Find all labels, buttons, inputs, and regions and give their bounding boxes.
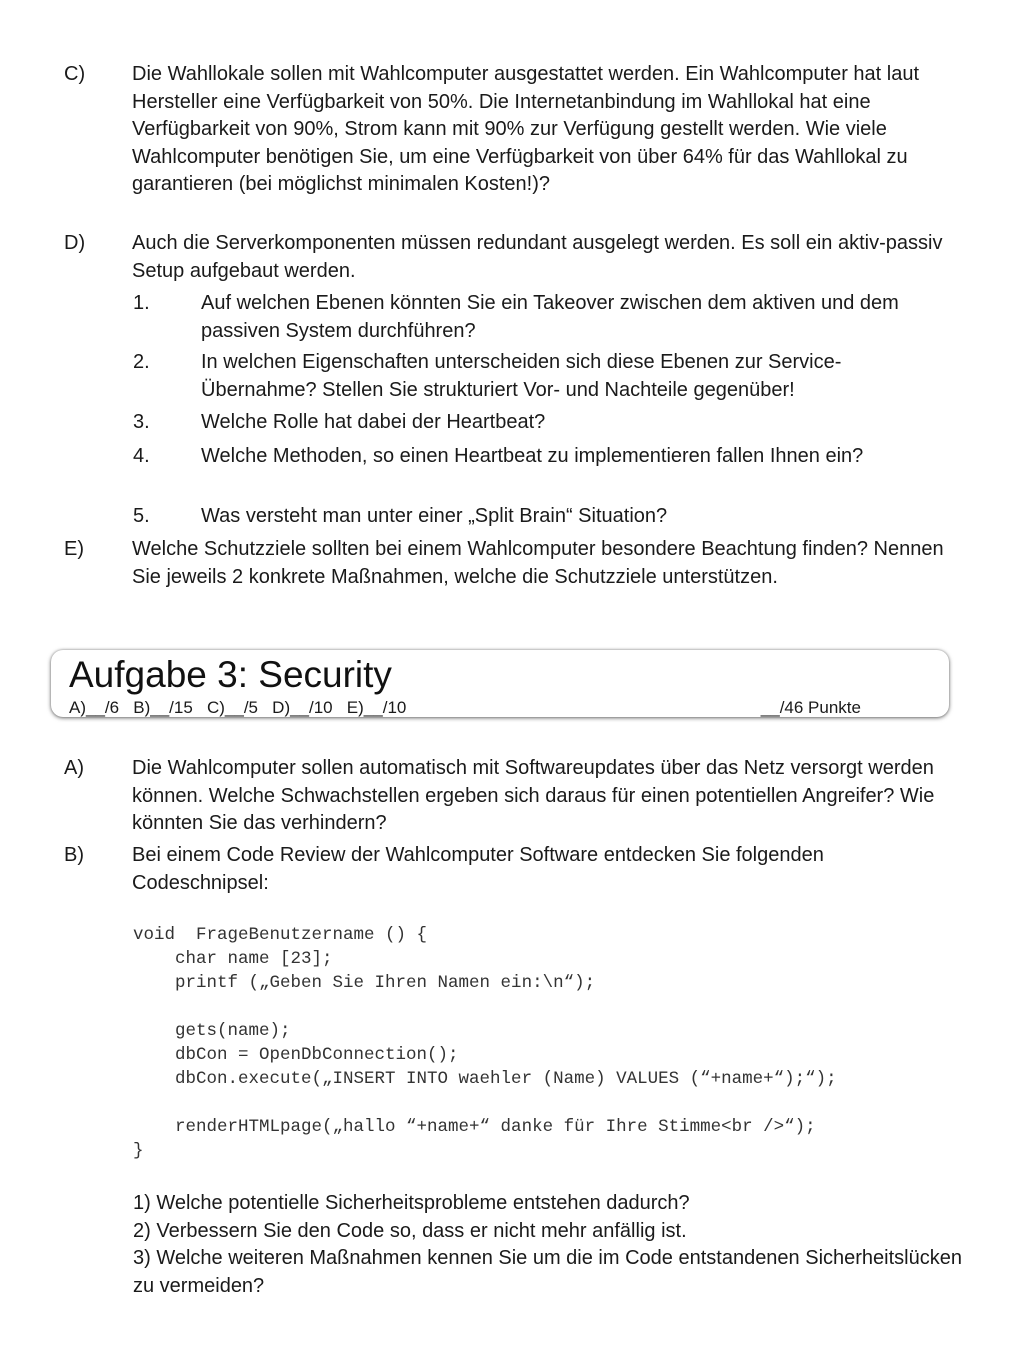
task2-item-e: [64, 536, 964, 591]
item-text: Bei einem Code Review der Wahlcomputer Software entdecken Sie folgenden Codeschnipsel:: [132, 844, 824, 894]
code-line: void FrageBenutzername () {: [133, 925, 428, 945]
subitem-text: Welche Rolle hat dabei der Heartbeat?: [201, 411, 546, 433]
task3-item-b: [64, 842, 964, 897]
subitem-5: [133, 503, 953, 531]
task3-header: [51, 650, 949, 717]
question-1: 1) Welche potentielle Sicherheitsprobleme entstehen dadurch?: [133, 1192, 690, 1214]
score-total: __/46 Punkte: [760, 698, 861, 717]
code-line: char name [23];: [133, 949, 333, 969]
question-2: 2) Verbessern Sie den Code so, dass er nicht mehr anfällig ist.: [133, 1219, 687, 1242]
item-marker: B): [64, 844, 84, 866]
subitem-text: Welche Methoden, so einen Heartbeat zu implementieren fallen Ihnen ein?: [201, 445, 864, 467]
question-3: 3) Welche weiteren Maßnahmen kennen Sie um die im Code entstandenen Sicherheitslücken zu vermeiden?: [133, 1247, 962, 1297]
task3-item-a: [64, 755, 964, 838]
code-line: printf („Geben Sie Ihren Namen ein:\n“);: [133, 973, 596, 993]
subitem-number: 5.: [133, 505, 150, 527]
subitem-number: 3.: [133, 411, 150, 433]
item-text: Welche Schutzziele sollten bei einem Wahlcomputer besondere Beachtung finden? Nennen Sie jeweils 2 konkrete Maßnahmen, welche die Schutzziele unterstützen.: [132, 538, 944, 588]
code-line: dbCon = OpenDbConnection();: [133, 1045, 459, 1065]
code-line: dbCon.execute(„INSERT INTO waehler (Name) VALUES (“+name+“);“);: [133, 1069, 837, 1089]
code-line: renderHTMLpage(„hallo “+name+“ danke für Ihre Stimme<br />“);: [133, 1117, 816, 1137]
item-text: Auch die Serverkomponenten müssen redundant ausgelegt werden. Es soll ein aktiv-passiv Setup aufgebaut werden.: [132, 232, 943, 282]
item-marker: E): [64, 538, 84, 560]
subitem-number: 1.: [133, 292, 150, 314]
subitem-text: Auf welchen Ebenen könnten Sie ein Takeover zwischen dem aktiven und dem passiven System durchführen?: [201, 292, 899, 342]
code-line: [133, 1091, 983, 1115]
item-text: Die Wahlcomputer sollen automatisch mit Softwareupdates über das Netz versorgt werden können. Welche Schwachstellen ergeben sich daraus für einen potentiellen Angreifer? Wie könnten Sie das verhindern?: [132, 757, 935, 834]
item-marker: A): [64, 757, 84, 779]
item-text: Die Wahllokale sollen mit Wahlcomputer ausgestattet werden. Ein Wahlcomputer hat laut Hersteller eine Verfügbarkeit von 50%. Die Internetanbindung im Wahllokal hat eine Verfügbarkeit von 90%, Strom kann mit 90% zur Verfügung gestellt werden. Wie viele Wahlcomputer benötigen Sie, um eine Verfügbarkeit von über 64% für das Wahllokal zu garantieren (bei möglichst minimalen Kosten!)?: [132, 63, 920, 195]
item-marker: C): [64, 63, 86, 85]
subitem-4: [133, 443, 953, 471]
subitem-3: [133, 409, 953, 437]
subitem-number: 2.: [133, 351, 150, 373]
subitem-2: [133, 349, 953, 404]
code-snippet: [133, 923, 983, 1163]
code-line: }: [133, 1141, 144, 1161]
task-title: Aufgabe 3: Security: [69, 654, 392, 695]
score-breakdown: A)__/6 B)__/15 C)__/5 D)__/10 E)__/10: [69, 698, 407, 717]
subitem-text: Was versteht man unter einer „Split Brain“ Situation?: [201, 505, 668, 527]
task2-item-c: [64, 61, 964, 199]
subitem-number: 4.: [133, 445, 150, 467]
code-line: [133, 995, 983, 1019]
item-marker: D): [64, 232, 86, 254]
subitem-1: [133, 290, 953, 345]
task2-item-d: [64, 230, 964, 285]
code-line: gets(name);: [133, 1021, 291, 1041]
review-questions: [133, 1190, 963, 1300]
subitem-text: In welchen Eigenschaften unterscheiden sich diese Ebenen zur Service-Übernahme? Stellen Sie strukturiert Vor- und Nachteile gegenüber!: [201, 351, 842, 401]
